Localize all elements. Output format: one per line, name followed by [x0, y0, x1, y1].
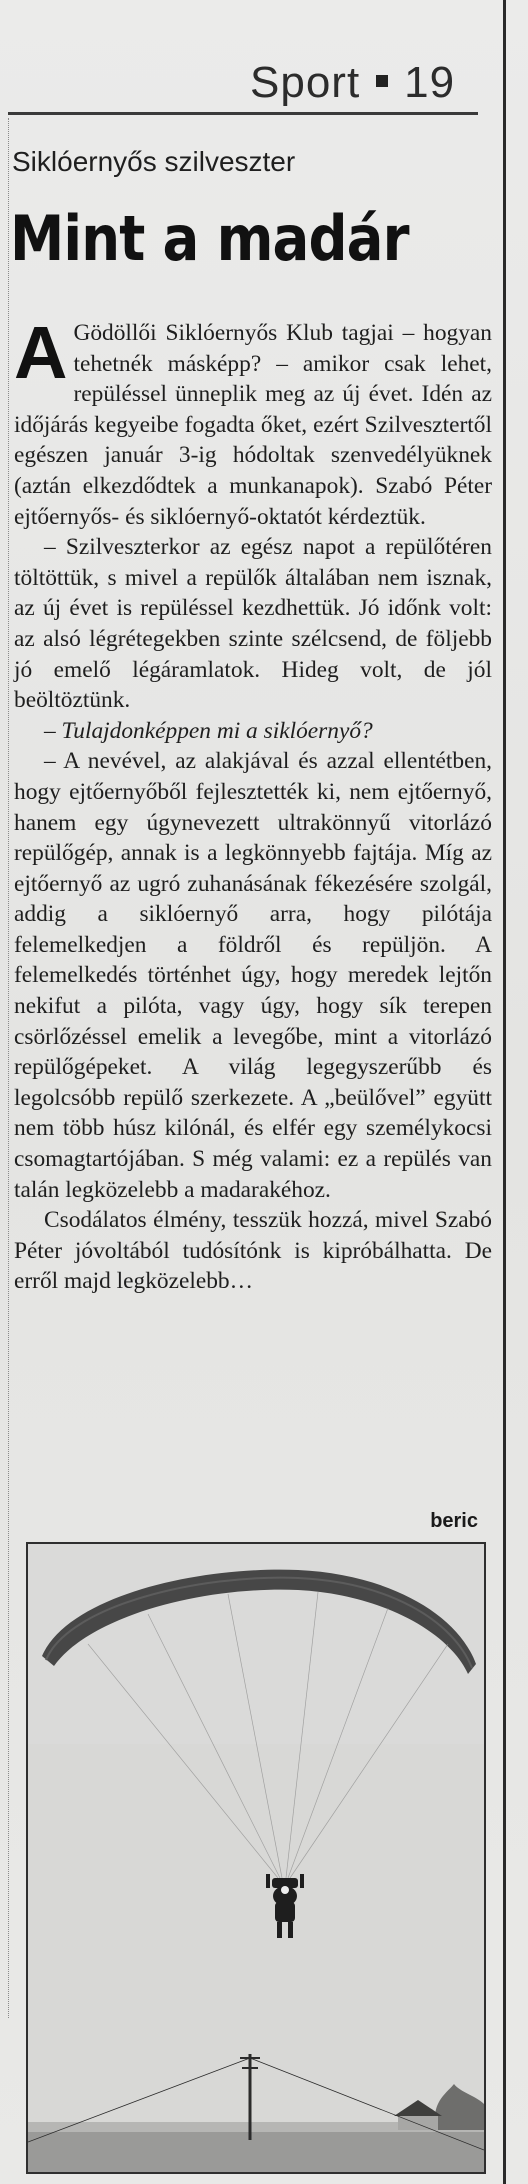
- paraglider-photo: [26, 1542, 486, 2174]
- field: [28, 2130, 484, 2172]
- article-headline: Mint a madár: [10, 202, 409, 275]
- column-dotted-rule: [8, 118, 9, 2018]
- byline: beric: [430, 1510, 478, 1532]
- header-rule: [8, 112, 478, 115]
- paragraph-3: – A nevével, az alakjával és azzal ellentétben, hogy ejtőernyőből fejlesztették ki, nem ejtőernyő, hanem egy úgynevezett ultrakönnyű vitorlázó repülőgép, annak is a legkönnyebb fajtája. Míg az ejtőernyő az ugró zuhanásának fékezésére szolgál, addig a siklóernyő arra, hogy pilótája felemelkedjen a földről és repüljön. A felemelkedés történhet úgy, hogy meredek lejtőn nekifut a pilóta, vagy úgy, hogy sík terepen csörlőzéssel emelik a levegőbe, mint a vitorlázó repülőgépeket. A világ legegyszerűbb és legolcsóbb repülő szerkezete. A „beülővel” együtt nem több húsz kilónál, és elfér egy személykocsi csomagtartójában. S még valami: ez a repülés van talán legközelebb a madarakéhoz.: [14, 748, 492, 1203]
- paragraph-1: [14, 311, 492, 532]
- interview-question: – Tulajdonképpen mi a siklóernyő?: [44, 717, 373, 744]
- paragraph-2: – Szilveszterkor az egész napot a repülőtéren töltöttük, s mivel a repülők általában nem isznak, az új évet is repüléssel kezdhettük. Jó időnk volt: az alsó légrétegekben szinte szélcsend, de följebb jó emelő légáramlatok. Hideg volt, de jól beöltöztünk.: [14, 534, 492, 714]
- article-body: [14, 311, 492, 1297]
- drop-cap: A: [14, 311, 68, 394]
- section-name: Sport: [250, 58, 361, 107]
- page-number: 19: [404, 58, 456, 107]
- square-bullet-icon: [376, 75, 388, 87]
- paragraph-4: Csodálatos élmény, tesszük hozzá, mivel Szabó Péter jóvoltából tudósítónk is kipróbálhatta. De erről majd legközelebb…: [14, 1207, 492, 1295]
- article-kicker: Siklóernyős szilveszter: [12, 146, 296, 177]
- paraglider-illustration: [28, 1544, 484, 2172]
- paragraph-1-text: Gödöllői Siklóernyős Klub tagjai – hogyan tehetnék másképp? – amikor csak lehet, repüléssel ünneplik meg az új évet. Idén az időjárás kegyeibe fogadta őket, ezért Szilvesztertől egészen január 3-ig hódoltak szenvedélyüknek (aztán elkezdődtek a munkanapok). Szabó Péter ejtőernyős- és siklóernyő-oktatót kérdeztük.: [14, 320, 492, 530]
- section-header: [250, 58, 455, 116]
- column-right-rule: [503, 0, 506, 2184]
